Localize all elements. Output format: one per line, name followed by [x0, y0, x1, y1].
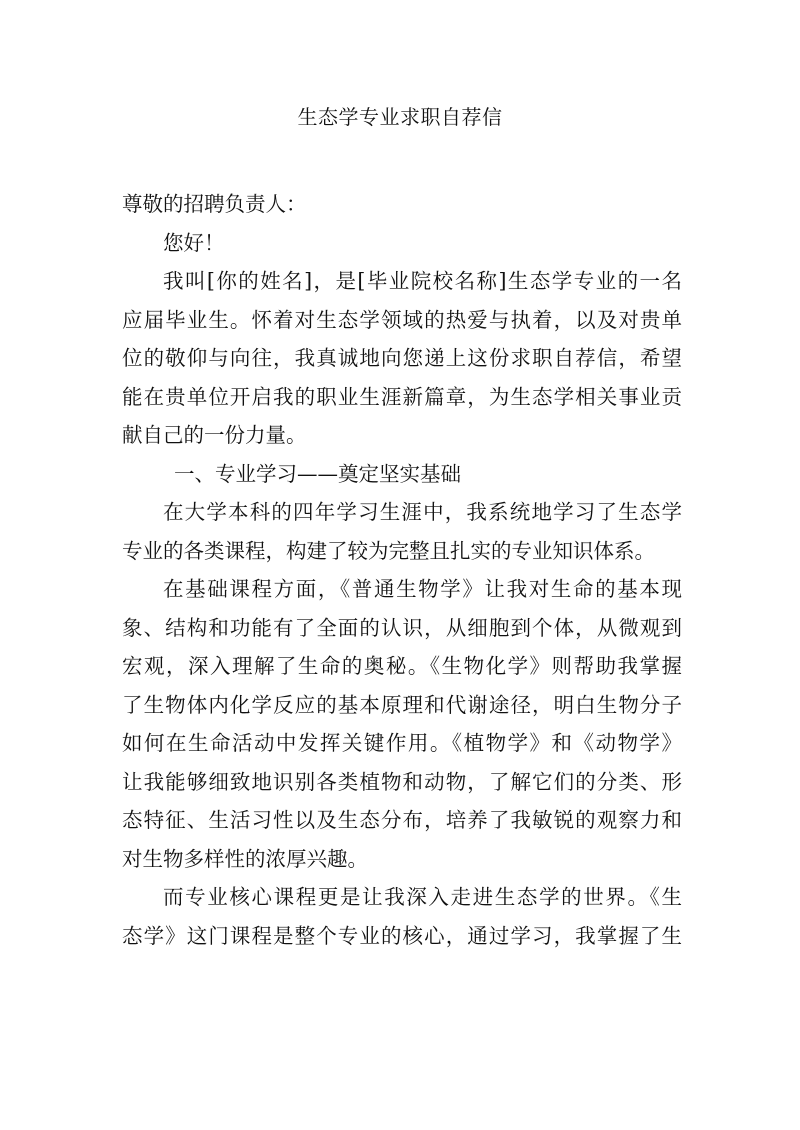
text-line: 能在贵单位开启我的职业生涯新篇章，为生态学相关事业贡 [122, 384, 682, 409]
paragraph [122, 493, 682, 570]
text-line: 应届毕业生。怀着对生态学领域的热爱与执着，以及对贵单 [122, 307, 682, 332]
document-body [122, 185, 682, 955]
text-line: 让我能够细致地识别各类植物和动物，了解它们的分类、形 [122, 769, 682, 794]
intro-paragraph [122, 262, 682, 455]
text-line: 宏观，深入理解了生命的奥秘。《生物化学》则帮助我掌握 [122, 654, 682, 678]
text-line: 态学》这门课程是整个专业的核心，通过学习，我掌握了生 [122, 923, 682, 948]
section-heading: 一、专业学习——奠定坚实基础 [174, 461, 461, 486]
text-line: 态特征、生活习性以及生态分布，培养了我敏锐的观察力和 [122, 808, 682, 832]
text-line: 而专业核心课程更是让我深入走进生态学的世界。《生 [163, 885, 682, 909]
text-line: 我叫[你的姓名]，是[毕业院校名称]生态学专业的一名 [163, 269, 682, 293]
text-line: 专业的各类课程，构建了较为完整且扎实的专业知识体系。 [122, 538, 655, 563]
text-line: 如何在生命活动中发挥关键作用。《植物学》和《动物学》 [122, 731, 682, 755]
greeting: 您好！ [163, 230, 225, 255]
text-line: 位的敬仰与向往，我真诚地向您递上这份求职自荐信，希望 [122, 346, 682, 370]
text-line: 象、结构和功能有了全面的认识，从细胞到个体，从微观到 [122, 615, 682, 640]
document-title: 生态学专业求职自荐信 [297, 105, 503, 129]
text-line: 献自己的一份力量。 [122, 423, 307, 447]
text-line: 在大学本科的四年学习生涯中，我系统地学习了生态学 [163, 500, 682, 524]
paragraph [122, 570, 682, 878]
text-line: 了生物体内化学反应的基本原理和代谢途径，明白生物分子 [122, 692, 682, 717]
text-line: 在基础课程方面，《普通生物学》让我对生命的基本现 [163, 577, 682, 601]
text-line: 对生物多样性的浓厚兴趣。 [122, 846, 368, 871]
salutation: 尊敬的招聘负责人： [122, 192, 307, 216]
paragraph [122, 878, 682, 955]
